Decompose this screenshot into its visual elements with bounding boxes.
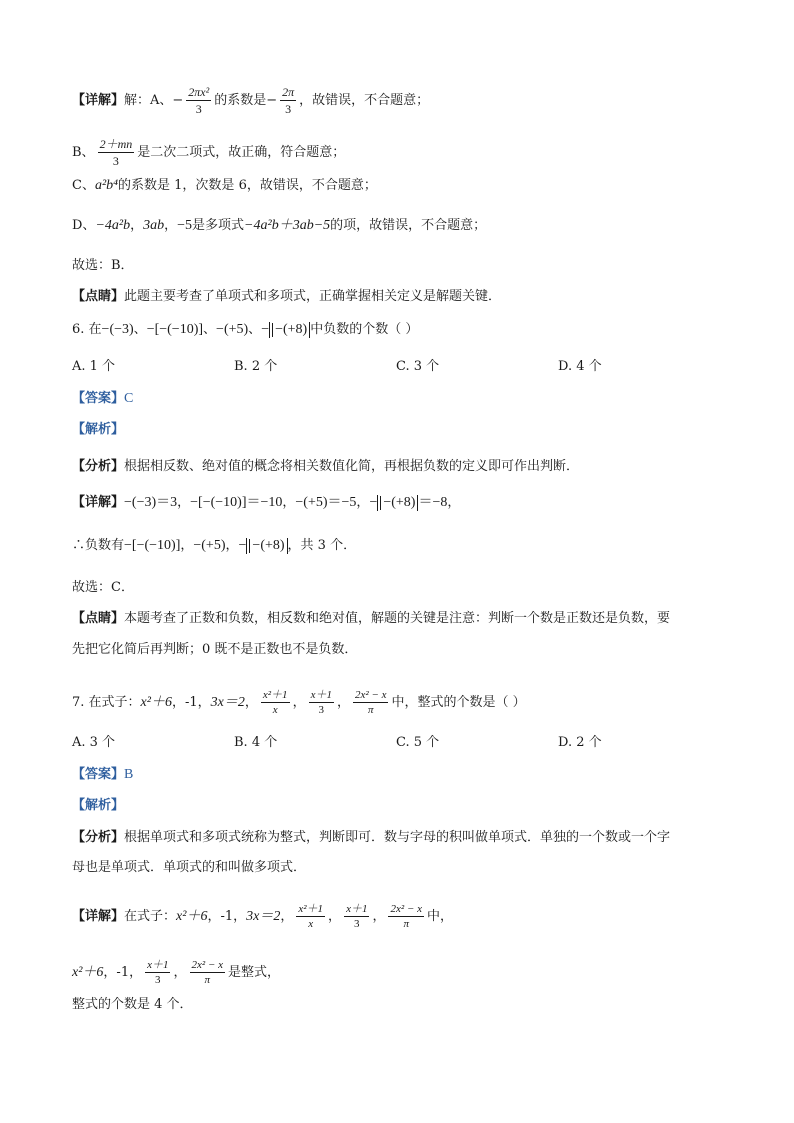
q6-option-c: C. 3 个 (396, 359, 440, 374)
fraction: $\frac{2\pi}{3}$ (282, 85, 295, 116)
q5-detail-d: D、−4a²b，3ab，−5是多项式−4a²b＋3ab−5的项，故错误，不合题意； (72, 218, 487, 233)
q7-option-d: D. 2 个 (558, 735, 602, 750)
q6-detail: 【详解】−(−3)＝3，−[−(−10)]＝−10，−(+5)＝−5，− −(+8) ＝−8， (72, 495, 461, 510)
q7-analysis-2: 母也是单项式．单项式的和叫做多项式． (72, 860, 307, 875)
fraction: $\frac{x+1}{3}$ (310, 689, 332, 716)
q6-negatives: ∴负数有−[−(−10)]，−(+5)，− −(+8) ，共 3 个． (72, 538, 357, 553)
q5-choose: 故选：B． (72, 258, 134, 273)
q5-comment: 【点睛】此题主要考查了单项式和多项式，正确掌握相关定义是解题关键． (72, 289, 502, 304)
q6-option-d: D. 4 个 (558, 359, 602, 374)
q6-analysis-label: 【解析】 (72, 422, 125, 437)
fraction: $\frac{\text{2πx²}}{3}$ (188, 85, 210, 116)
q6-option-a: A. 1 个 (72, 359, 116, 374)
absolute-value: −(+8) (246, 538, 287, 554)
q5-detail-b: B、 $\frac{2+mn}{3}$ 是二次二项式，故正确，符合题意； (72, 137, 346, 168)
q6-choose: 故选：C． (72, 580, 134, 595)
q7-count: 整式的个数是 4 个． (72, 997, 193, 1012)
fraction: $\frac{\text{2x² − x}}{\pi}$ (354, 689, 387, 716)
q6-comment-1: 【点睛】本题考查了正数和负数，相反数和绝对值，解题的关键是注意：判断一个数是正数还是负数，要 (72, 611, 671, 626)
q7-stem: 7. 在式子：x²＋6，-1，3x＝2， $\frac{\text{x²＋1}}{x}$ ， $\frac{x+1}{3}$ ， $\frac{\text{2x² − x}}{\pi}$ 中，整式的个数是（ ） (72, 689, 526, 716)
fraction: $\frac{2+mn}{3}$ (99, 137, 133, 168)
q5-detail-c: C、a²b⁴的系数是 1，次数是 6，故错误，不合题意； (72, 178, 377, 193)
absolute-value: −(+8) (377, 495, 418, 511)
fraction: $\frac{\text{x²＋1}}{x}$ (298, 903, 324, 930)
fraction: $\frac{\text{2x² − x}}{\pi}$ (390, 903, 422, 930)
q6-stem: 6. 在−(−3)、−[−(−10)]、−(+5)、− −(+8) 中负数的个数（ ） (72, 322, 419, 337)
q7-option-c: C. 5 个 (396, 735, 440, 750)
fraction: $\frac{x+1}{3}$ (147, 959, 169, 986)
q7-analysis-1: 【分析】根据单项式和多项式统称为整式，判断即可．数与字母的积叫做单项式．单独的一个数或一个字 (72, 830, 671, 845)
detail-label: 【详解】 (72, 93, 125, 108)
q5-detail-a: 【详解】解：A、− $\frac{\text{2πx²}}{3}$ 的系数是− $\frac{2\pi}{3}$ ，故错误，不合题意； (72, 85, 430, 116)
q7-analysis-label: 【解析】 (72, 798, 125, 813)
absolute-value: −(+8) (269, 322, 310, 338)
fraction: $\frac{x+1}{3}$ (346, 903, 368, 930)
q7-option-b: B. 4 个 (234, 735, 278, 750)
q7-detail: 【详解】在式子：x²＋6，-1，3x＝2， $\frac{\text{x²＋1}}{x}$ ， $\frac{x+1}{3}$ ， $\frac{\text{2x² − x}}{\pi}$ 中， (72, 903, 453, 930)
q6-comment-2: 先把它化简后再判断；0 既不是正数也不是负数． (72, 642, 358, 657)
q6-answer: 【答案】C (72, 391, 134, 406)
fraction: $\frac{\text{2x² − x}}{\pi}$ (191, 959, 223, 986)
q7-integral-list: x²＋6，-1， $\frac{x+1}{3}$ ， $\frac{\text{2x² − x}}{\pi}$ 是整式， (72, 959, 281, 986)
q7-option-a: A. 3 个 (72, 735, 116, 750)
q6-option-b: B. 2 个 (234, 359, 278, 374)
q7-answer: 【答案】B (72, 767, 134, 782)
q6-analysis: 【分析】根据相反数、绝对值的概念将相关数值化简，再根据负数的定义即可作出判断． (72, 459, 580, 474)
fraction: $\frac{\text{x²＋1}}{x}$ (262, 689, 288, 716)
